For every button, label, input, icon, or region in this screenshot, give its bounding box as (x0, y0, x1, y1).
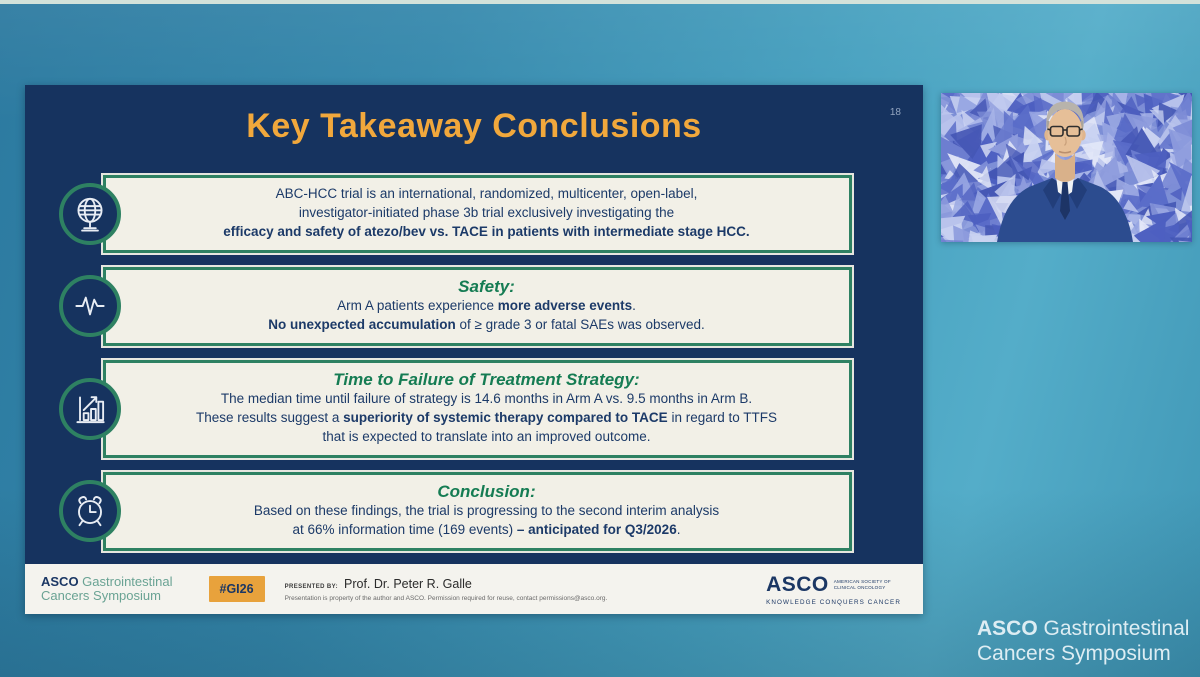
presented-by-label: PRESENTED BY: (284, 583, 338, 590)
box-text-line: Based on these findings, the trial is progressing to the second interim analysis (253, 503, 720, 519)
symposium-logo-line2: Cancers Symposium (41, 588, 161, 603)
box-text-line: These results suggest a superiority of systemic therapy compared to TACE in regard to TTFS (196, 410, 777, 426)
box-text-line: No unexpected accumulation of ≥ grade 3 or fatal SAEs was observed. (268, 316, 705, 332)
slide-title: Key Takeaway Conclusions (246, 107, 702, 145)
watermark-line1 (977, 617, 1189, 642)
asco-logo-society (834, 579, 891, 590)
watermark-symposium (977, 617, 1189, 666)
conclusion-box-4 (103, 472, 852, 551)
slide-footer (25, 564, 923, 614)
presenter-block (285, 577, 608, 602)
symposium-logo-line1 (41, 575, 173, 589)
copyright-disclaimer: Presentation is property of the author and ASCO. Permission required for reuse, contact permissions@asco.org. (284, 594, 608, 602)
slide-page-number: 18 (889, 107, 901, 118)
watermark-brand: ASCO (977, 617, 1038, 640)
conclusion-box-body (103, 267, 852, 346)
box-heading: Conclusion: (437, 481, 536, 501)
box-text-line: The median time until failure of strategy is 14.6 months in Arm A vs. 9.5 months in Arm B. (220, 391, 753, 407)
asco-society-line1: AMERICAN SOCIETY OF (833, 578, 891, 584)
symposium-logo (41, 575, 173, 602)
box-text-line: efficacy and safety of atezo/bev vs. TACE in patients with intermediate stage HCC. (223, 223, 750, 239)
hashtag-badge: #GI26 (209, 576, 265, 602)
asco-logo-brand: ASCO (766, 572, 829, 596)
watermark-line2: Cancers Symposium (977, 641, 1171, 665)
speaker-video (941, 93, 1192, 242)
symposium-logo-brand: ASCO (41, 574, 79, 590)
box-text-line: investigator-initiated phase 3b trial exclusively investigating the (298, 204, 675, 220)
presented-by-line (285, 577, 608, 591)
asco-society-line2: CLINICAL ONCOLOGY (833, 584, 886, 590)
watermark-rest: Gastrointestinal (1037, 617, 1190, 640)
globe-icon (59, 183, 121, 245)
conclusion-box-body (103, 360, 852, 458)
conclusion-box-2 (103, 267, 852, 346)
top-edge-strip (0, 0, 1200, 4)
bar-chart-icon (59, 378, 121, 440)
presentation-slide (25, 85, 923, 614)
asco-logo-row (766, 573, 901, 597)
presenter-name: Prof. Dr. Peter R. Galle (344, 576, 472, 591)
conclusion-box-body (103, 472, 852, 551)
box-text-line: that is expected to translate into an improved outcome. (322, 429, 651, 445)
box-text-line: at 66% information time (169 events) – anticipated for Q3/2026. (292, 522, 681, 538)
conclusion-box-1 (103, 175, 852, 253)
conclusion-boxes (103, 175, 852, 551)
conclusion-box-body (103, 175, 852, 253)
alarm-clock-icon (59, 480, 121, 542)
box-text-line: ABC-HCC trial is an international, randomized, multicenter, open-label, (275, 186, 698, 201)
asco-logo-tagline: KNOWLEDGE CONQUERS CANCER (766, 598, 901, 606)
symposium-logo-rest: Gastrointestinal (78, 574, 173, 590)
box-heading: Safety: (458, 276, 515, 296)
box-heading: Time to Failure of Treatment Strategy: (333, 369, 640, 389)
asco-logo (766, 573, 901, 606)
box-text-line: Arm A patients experience more adverse events. (337, 298, 636, 314)
pulse-icon (59, 275, 121, 337)
conclusion-box-3 (103, 360, 852, 458)
